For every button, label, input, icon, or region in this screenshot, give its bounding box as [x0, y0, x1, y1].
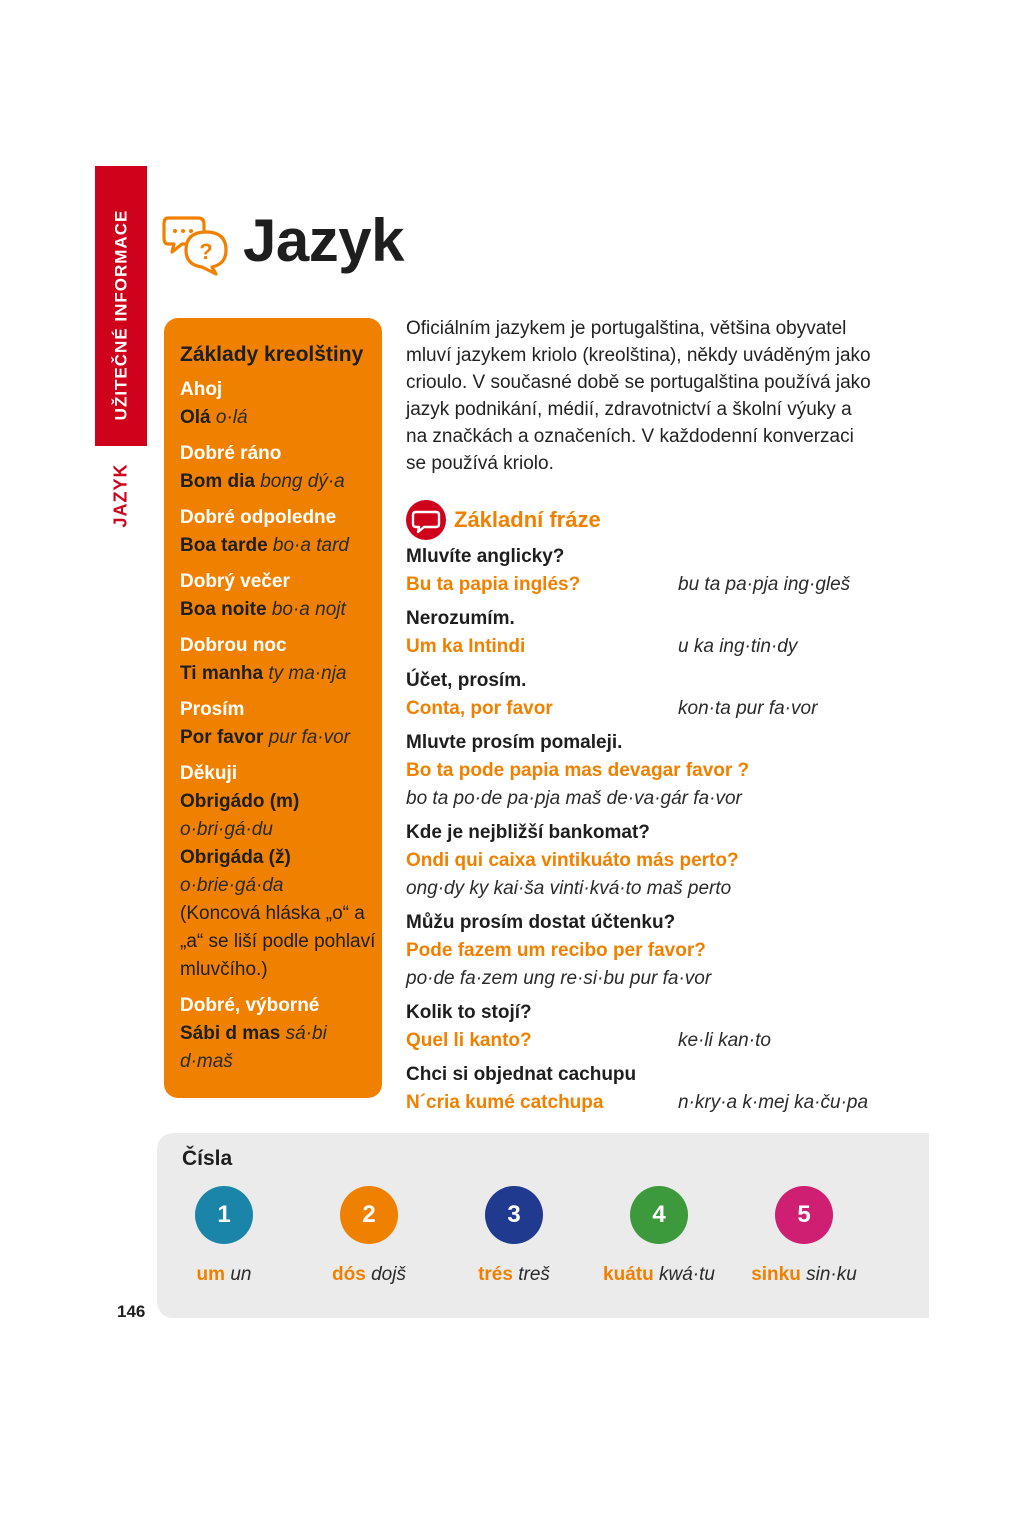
numbers-title: Čísla: [182, 1147, 233, 1170]
number-circle: 2: [340, 1186, 398, 1244]
phrase-item: [406, 1061, 886, 1117]
basics-item: [180, 696, 376, 752]
basics-pron: ty ma·nja: [268, 663, 347, 684]
numbers-box: [157, 1133, 929, 1318]
basics-thanks: [180, 760, 376, 984]
phrase-cz: Chci si objednat cachupu: [406, 1064, 637, 1085]
phrase-item: [406, 909, 886, 993]
phrases-list: [406, 543, 886, 1123]
basics-item: [180, 568, 376, 624]
phrase-item: [406, 543, 886, 599]
basics-cz: Dobré odpoledne: [180, 507, 337, 528]
topic-label-text: JAZYK: [110, 462, 131, 528]
phrase-pron: bo ta po·de pa·pja maš de·va·gár fa·vor: [406, 788, 742, 809]
basics-pron: bong dý·a: [260, 471, 345, 492]
page-number: 146: [117, 1302, 146, 1321]
phrase-pt: Pode fazem um recibo per favor?: [406, 940, 706, 961]
phrase-pron: ke·li kan·to: [678, 1030, 771, 1051]
phrase-cz: Můžu prosím dostat účtenku?: [406, 912, 676, 933]
basics-pron: bo·a tard: [272, 535, 349, 556]
number-word: um: [196, 1264, 226, 1285]
phrase-pt: Quel li kanto?: [406, 1030, 532, 1051]
basics-item: [180, 992, 376, 1076]
phrase-pt: N´cria kumé catchupa: [406, 1092, 604, 1113]
number-word: trés: [478, 1264, 513, 1285]
basics-pt-feminine: Obrigáda (ž): [180, 847, 291, 868]
phrase-pron: ong·dy ky kai·ša vinti·kvá·to maš perto: [406, 878, 732, 899]
phrase-pt: Bo ta pode papia mas devagar favor ?: [406, 760, 750, 781]
basics-pron-masculine: o·bri·gá·du: [180, 819, 273, 840]
svg-text:?: ?: [199, 239, 213, 264]
basics-pt: Por favor: [180, 727, 264, 748]
number-pron: treš: [518, 1264, 550, 1285]
phrase-item: [406, 729, 886, 813]
basics-item: [180, 504, 376, 560]
basics-pron: bo·a nojt: [271, 599, 346, 620]
number-item: [584, 1186, 734, 1286]
number-circle: 3: [485, 1186, 543, 1244]
number-pron: kwá·tu: [659, 1264, 715, 1285]
phrases-header: [404, 498, 884, 542]
number-word: dós: [332, 1264, 366, 1285]
phrases-title: Základní fráze: [454, 507, 601, 532]
basics-pron: o·lá: [215, 407, 248, 428]
phrase-cz: Kde je nejbližší bankomat?: [406, 822, 650, 843]
number-circle: 5: [775, 1186, 833, 1244]
basics-title: Základy kreolštiny: [180, 343, 364, 366]
phrase-item: [406, 605, 886, 661]
basics-pt: Olá: [180, 407, 211, 428]
number-pron: dojš: [371, 1264, 406, 1285]
chat-bubble-icon: [404, 499, 448, 541]
number-pron: sin·ku: [806, 1264, 857, 1285]
number-item: [439, 1186, 589, 1286]
phrase-pron: bu ta pa·pja ing·gleš: [678, 574, 851, 595]
speech-bubbles-icon: [162, 214, 232, 276]
phrase-pron: po·de fa·zem ung re·si·bu pur fa·vor: [406, 968, 712, 989]
basics-cz: Dobré ráno: [180, 443, 282, 464]
page-title: Jazyk: [243, 207, 404, 274]
phrase-pron: u ka ing·tin·dy: [678, 636, 798, 657]
number-item: [294, 1186, 444, 1286]
phrase-pt: Ondi qui caixa vintikuáto más perto?: [406, 850, 739, 871]
phrase-pt: Bu ta papia inglés?: [406, 574, 581, 595]
basics-cz: Dobrý večer: [180, 571, 290, 592]
phrase-cz: Kolik to stojí?: [406, 1002, 532, 1023]
phrase-cz: Účet, prosím.: [406, 670, 527, 691]
phrase-cz: Mluvte prosím pomaleji.: [406, 732, 623, 753]
phrase-item: [406, 667, 886, 723]
phrase-pron: n·kry·a k·mej ka·ču·pa: [678, 1092, 869, 1113]
basics-pt: Ti manha: [180, 663, 264, 684]
basics-item: [180, 376, 376, 432]
number-word: sinku: [751, 1264, 801, 1285]
phrase-cz: Mluvíte anglicky?: [406, 546, 565, 567]
basics-gender-note: (Koncová hláska „o“ a „a“ se liší podle pohlaví mluvčího.): [180, 903, 376, 980]
basics-pron: sá·bi d·maš: [180, 1023, 327, 1072]
phrase-pron: kon·ta pur fa·vor: [678, 698, 818, 719]
number-pron: un: [230, 1264, 252, 1285]
basics-pt: Boa tarde: [180, 535, 268, 556]
number-word: kuátu: [603, 1264, 654, 1285]
basics-item: [180, 440, 376, 496]
basics-cz: Dobrou noc: [180, 635, 287, 656]
number-circle: 4: [630, 1186, 688, 1244]
basics-cz: Dobré, výborné: [180, 995, 320, 1016]
basics-pt: Boa noite: [180, 599, 267, 620]
section-label: [96, 190, 146, 440]
basics-box: [164, 318, 382, 1098]
number-circle: 1: [195, 1186, 253, 1244]
basics-cz: Děkuji: [180, 763, 238, 784]
phrase-pt: Conta, por favor: [406, 698, 553, 719]
section-label-text: UŽITEČNÉ INFORMACE: [111, 209, 131, 421]
basics-pt: Sábi d mas: [180, 1023, 281, 1044]
basics-cz: Ahoj: [180, 379, 223, 400]
phrase-item: [406, 819, 886, 903]
phrase-pt: Um ka Intindi: [406, 636, 526, 657]
basics-pt-masculine: Obrigádo (m): [180, 791, 300, 812]
basics-pron-feminine: o·brie·gá·da: [180, 875, 284, 896]
number-item: [729, 1186, 879, 1286]
number-item: [149, 1186, 299, 1286]
topic-label: [96, 450, 146, 540]
basics-pt: Bom dia: [180, 471, 255, 492]
phrase-item: [406, 999, 886, 1055]
basics-pron: pur fa·vor: [268, 727, 351, 748]
intro-paragraph: Oficiálním jazykem je portugalština, většina obyvatel mluví jazykem kriolo (kreolština), někdy uváděným jako crioulo. V současné době se portugalština používá jako jazyk podnikání, médií, zdravotnictví a školní výuky a na značkách a označeních. V každodenní konverzaci se používá kriolo.: [406, 318, 871, 474]
basics-item: [180, 632, 376, 688]
basics-cz: Prosím: [180, 699, 245, 720]
phrase-cz: Nerozumím.: [406, 608, 515, 629]
